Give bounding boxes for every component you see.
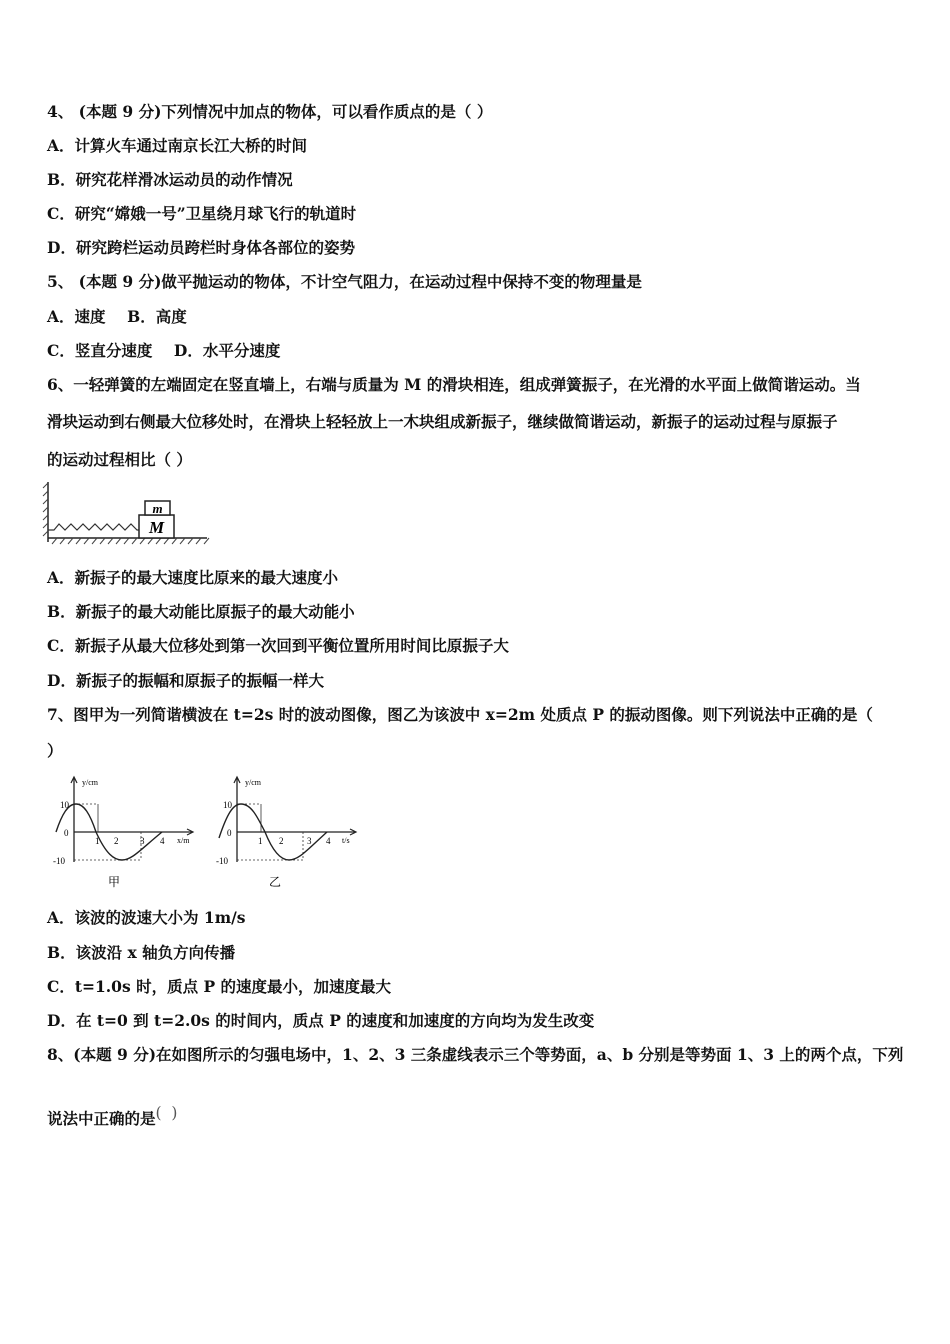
q4-stem: 4、 (本题 9 分)下列情况中加点的物体，可以看作质点的是（ ） xyxy=(47,102,493,121)
q4-option-b: B．研究花样滑冰运动员的动作情况 xyxy=(47,170,293,189)
graph-b-ylabel: y/cm xyxy=(245,778,261,787)
q5-stem: 5、 (本题 9 分)做平抛运动的物体，不计空气阻力，在运动过程中保持不变的物理量是 xyxy=(47,272,642,291)
graph-b-xlabel: t/s xyxy=(342,836,350,845)
q6-option-c: C．新振子从最大位移处到第一次回到平衡位置所用时间比原振子大 xyxy=(47,636,509,655)
graph-a-ytick-bottom: -10 xyxy=(53,856,65,866)
graph-b-xtick-2: 2 xyxy=(279,836,284,846)
q6-stem-line3: 的运动过程相比（ ） xyxy=(47,450,192,469)
graph-a-ytick-zero: 0 xyxy=(64,828,69,838)
q6-stem-line2: 滑块运动到右侧最大位移处时，在滑块上轻轻放上一木块组成新振子，继续做简谐运动，新振子的运动过程与原振子 xyxy=(47,412,838,431)
q7-stem-line1: 7、图甲为一列简谐横波在 t=2s 时的波动图像，图乙为该波中 x=2m 处质点 P 的振动图像。则下列说法中正确的是（ xyxy=(47,705,873,724)
q8-answer-paren: ( ) xyxy=(155,1104,178,1122)
q8-stem-text: 说法中正确的是 xyxy=(47,1109,156,1128)
q7-option-c: C．t=1.0s 时，质点 P 的速度最小，加速度最大 xyxy=(47,977,392,996)
vibration-graph-b xyxy=(215,774,365,892)
q7-option-a: A．该波的波速大小为 1m/s xyxy=(47,908,246,927)
graph-b-ytick-zero: 0 xyxy=(227,828,232,838)
q6-option-d: D．新振子的振幅和原振子的振幅一样大 xyxy=(47,671,324,690)
q4-option-d: D．研究跨栏运动员跨栏时身体各部位的姿势 xyxy=(47,238,355,257)
block-m-label: m xyxy=(152,501,163,516)
graph-a-xtick-1: 1 xyxy=(95,836,100,846)
graph-a-caption: 甲 xyxy=(108,875,121,889)
q6-option-b: B．新振子的最大动能比原振子的最大动能小 xyxy=(47,602,355,621)
wave-graph-a xyxy=(52,774,202,892)
graph-a-xtick-3: 3 xyxy=(140,836,145,846)
block-M-label: M xyxy=(148,518,165,537)
graph-a-xtick-2: 2 xyxy=(114,836,119,846)
graph-a-xtick-4: 4 xyxy=(160,836,165,846)
q7-option-b: B．该波沿 x 轴负方向传播 xyxy=(47,943,236,962)
graph-a-ylabel: y/cm xyxy=(82,778,98,787)
q5-options-ab: A．速度 B．高度 xyxy=(47,307,187,326)
graph-b-caption: 乙 xyxy=(269,875,282,889)
q7-stem-line2: ） xyxy=(47,741,63,760)
spring-oscillator-figure xyxy=(42,480,212,550)
graph-b-xtick-1: 1 xyxy=(258,836,263,846)
graph-a-xlabel: x/m xyxy=(177,836,190,845)
q8-stem-line2 xyxy=(47,1104,178,1129)
graph-a-ytick-top: 10 xyxy=(60,800,69,810)
q5-options-cd: C．竖直分速度 D．水平分速度 xyxy=(47,341,281,360)
spring xyxy=(48,524,139,530)
q6-option-a: A．新振子的最大速度比原来的最大速度小 xyxy=(47,568,339,587)
q6-stem-line1: 6、一轻弹簧的左端固定在竖直墙上，右端与质量为 M 的滑块相连，组成弹簧振子，在光滑的水平面上做简谐运动。当 xyxy=(47,375,861,394)
q4-option-c: C．研究“嫦娥一号”卫星绕月球飞行的轨道时 xyxy=(47,204,357,223)
graph-b-xtick-4: 4 xyxy=(326,836,331,846)
graph-b-xtick-3: 3 xyxy=(307,836,312,846)
graph-b-ytick-bottom: -10 xyxy=(216,856,228,866)
graph-b-ytick-top: 10 xyxy=(223,800,232,810)
q7-option-d: D．在 t=0 到 t=2.0s 的时间内，质点 P 的速度和加速度的方向均为发生改变 xyxy=(47,1011,595,1030)
q4-option-a: A．计算火车通过南京长江大桥的时间 xyxy=(47,136,308,155)
q8-stem-line1: 8、(本题 9 分)在如图所示的匀强电场中，1、2、3 三条虚线表示三个等势面，a、b 分别是等势面 1、3 上的两个点，下列 xyxy=(47,1045,904,1064)
